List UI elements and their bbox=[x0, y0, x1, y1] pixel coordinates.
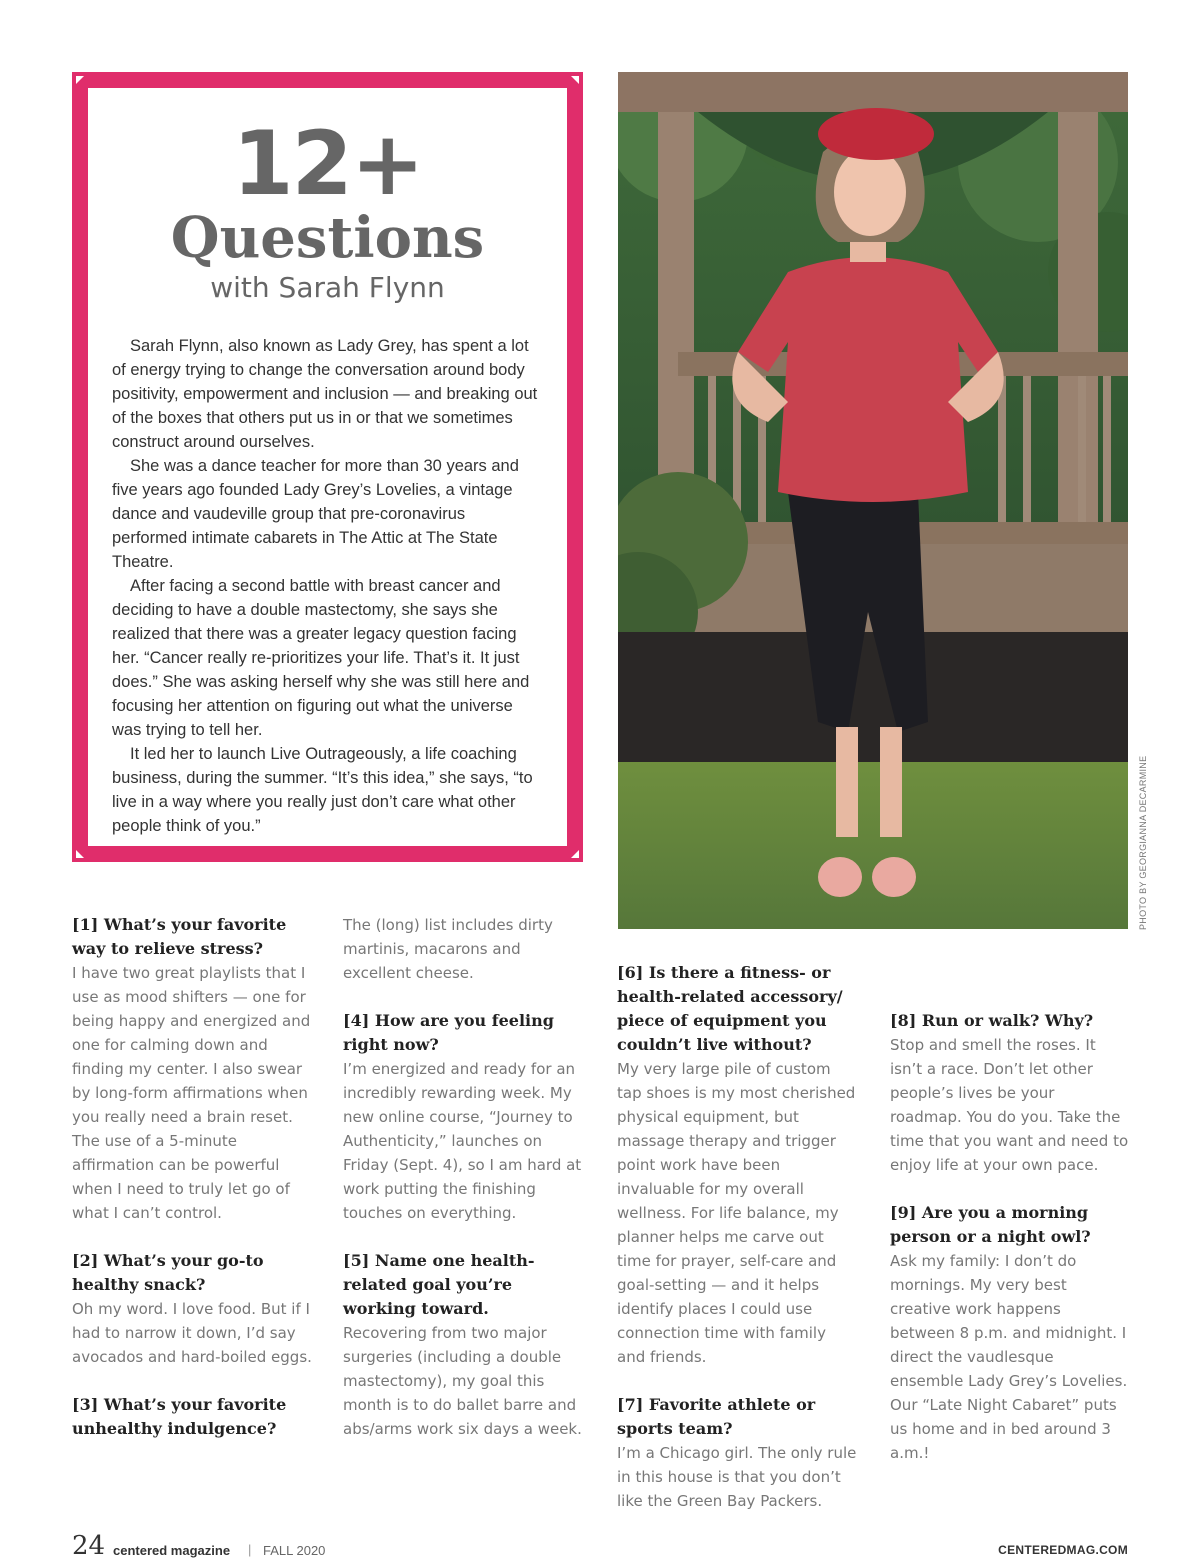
answer-7: I’m a Chicago girl. The only rule in this house is that you don’t like the Green Bay Packers. bbox=[617, 1444, 857, 1510]
footer-separator: | bbox=[248, 1542, 252, 1557]
corner-ornament bbox=[571, 76, 579, 84]
answer-6: My very large pile of custom tap shoes is my most cherished physical equipment, but massage therapy and trigger point work have been invaluable for my overall wellness. For life balance, my planner helps me carve out time for prayer, self-care and goal-setting — and it helps identify places I could use connection time with family and friends. bbox=[617, 1060, 856, 1366]
answer-3: The (long) list includes dirty martinis, macarons and excellent cheese. bbox=[343, 916, 553, 982]
intro-paragraph: It led her to launch Live Outrageously, a life coaching business, during the summer. “It’s this idea,” she says, “to live in a way where you really just don’t care what other people think of you.” bbox=[112, 745, 533, 835]
title-number: 12+ bbox=[232, 112, 423, 215]
question-5: [5] Name one health-related goal you’re working toward. bbox=[343, 1251, 535, 1318]
answer-4: I’m energized and ready for an incredibly rewarding week. My new online course, “Journey to Authenticity,” launches on Friday (Sept. 4), so I am hard at work putting the finishing touches on everything. bbox=[343, 1060, 582, 1222]
answer-1: I have two great playlists that I use as mood shifters — one for being happy and energized and one for calming down and finding my center. I also swear by long-form affirmations when you really need a brain reset. The use of a 5-minute affirmation can be powerful when I need to truly let go of what I can’t control. bbox=[72, 964, 311, 1222]
qa-column-4 bbox=[890, 961, 1130, 1465]
qa-column-3 bbox=[617, 961, 857, 1513]
qa-column-1 bbox=[72, 913, 312, 1441]
page-title: Questions bbox=[170, 205, 485, 271]
intro-content bbox=[88, 88, 567, 846]
intro-paragraph: After facing a second battle with breast cancer and deciding to have a double mastectomy, she says she realized that there was a greater legacy question facing her. “Cancer really re-prioritizes your life. That’s it. It just does.” She was asking herself why she was still here and focusing her attention on figuring out what the universe was trying to tell her. bbox=[112, 577, 530, 739]
qa-column-2 bbox=[343, 913, 583, 1441]
corner-ornament bbox=[76, 76, 84, 84]
website-url: CENTEREDMAG.COM bbox=[998, 1543, 1128, 1557]
portrait-photo bbox=[618, 72, 1128, 929]
question-1: [1] What’s your favorite way to relieve stress? bbox=[72, 915, 287, 958]
answer-2: Oh my word. I love food. But if I had to narrow it down, I’d say avocados and hard-boiled eggs. bbox=[72, 1300, 312, 1366]
intro-paragraph: She was a dance teacher for more than 30 years and five years ago founded Lady Grey’s Lovelies, a vintage dance and vaudeville group that pre-coronavirus performed intimate cabarets in The Attic at The State Theatre. bbox=[112, 457, 519, 571]
issue-season: FALL 2020 bbox=[263, 1543, 326, 1558]
intro-paragraph: Sarah Flynn, also known as Lady Grey, has spent a lot of energy trying to change the conversation around body positivity, empowerment and inclusion — and breaking out of the boxes that others put us in or that we sometimes construct around ourselves. bbox=[112, 337, 538, 451]
intro-text bbox=[112, 334, 544, 838]
magazine-name: centered magazine bbox=[113, 1543, 231, 1558]
corner-ornament bbox=[571, 850, 579, 858]
question-3: [3] What’s your favorite unhealthy indulgence? bbox=[72, 1395, 287, 1438]
answer-5: Recovering from two major surgeries (including a double mastectomy), my goal this month is to do ballet barre and abs/arms work six days a week. bbox=[343, 1324, 582, 1438]
question-4: [4] How are you feeling right now? bbox=[343, 1011, 554, 1054]
question-6: [6] Is there a fitness- or health-related accessory/ piece of equipment you couldn’t live without? bbox=[617, 963, 843, 1054]
corner-ornament bbox=[76, 850, 84, 858]
answer-9: Ask my family: I don’t do mornings. My very best creative work happens between 8 p.m. and midnight. I direct the vaudlesque ensemble Lady Grey’s Lovelies. Our “Late Night Cabaret” puts us home and in bed around 3 a.m.! bbox=[890, 1252, 1128, 1462]
page-number: 24 bbox=[72, 1531, 106, 1561]
question-8: [8] Run or walk? Why? bbox=[890, 1011, 1094, 1030]
intro-box bbox=[72, 72, 583, 862]
photo-credit: PHOTO BY GEORGIANNA DECARMINE bbox=[1138, 755, 1148, 930]
question-2: [2] What’s your go-to healthy snack? bbox=[72, 1251, 264, 1294]
question-7: [7] Favorite athlete or sports team? bbox=[617, 1395, 816, 1438]
answer-8: Stop and smell the roses. It isn’t a race. Don’t let other people’s lives be your roadmap. You do you. Take the time that you want and need to enjoy life at your own pace. bbox=[890, 1036, 1129, 1174]
page-subtitle: with Sarah Flynn bbox=[210, 271, 445, 304]
question-9: [9] Are you a morning person or a night owl? bbox=[890, 1203, 1091, 1246]
